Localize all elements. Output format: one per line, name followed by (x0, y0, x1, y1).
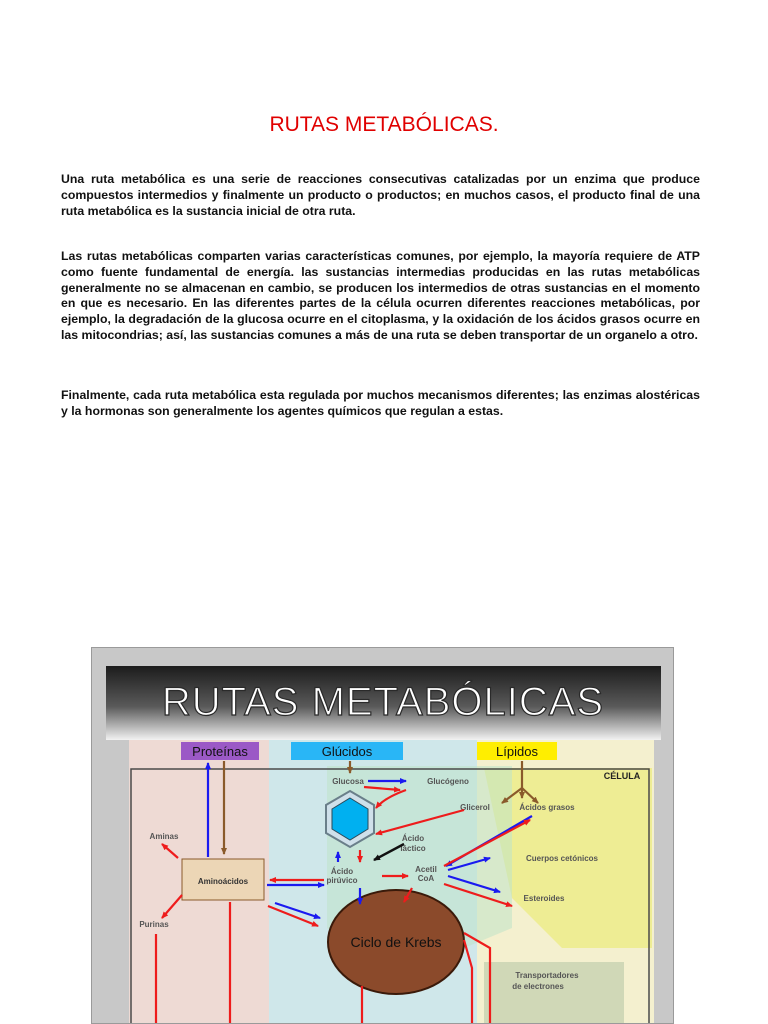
cell-label: CÉLULA (603, 771, 641, 781)
glycogen-label: Glucógeno (427, 777, 469, 786)
document-title: RUTAS METABÓLICAS. (269, 113, 499, 136)
krebs-cycle-label: Ciclo de Krebs (350, 934, 442, 950)
lactic-acid-label-2: láctico (400, 844, 426, 853)
lactic-acid-label-1: Ácido (401, 834, 425, 843)
metabolic-diagram (92, 648, 674, 1024)
steroids-label: Esteroides (523, 894, 565, 903)
amines-label: Aminas (149, 832, 179, 841)
carbs-label: Glúcidos (321, 744, 373, 759)
fatty-acids-label: Ácidos grasos (519, 803, 575, 812)
acetyl-coa-label-1: Acetil (415, 865, 437, 874)
amino-acids-label: Aminoácidos (197, 877, 249, 886)
glycerol-label: Glicerol (460, 803, 490, 812)
paragraph-definition: Una ruta metabólica es una serie de reacciones consecutivas catalizadas por un enzima que produce compuestos intermedios y finalmente un producto o productos; en muchos casos, el producto final de una ruta metabólica es la sustancia inicial de otra ruta. (61, 172, 700, 218)
lipids-label: Lípidos (496, 744, 538, 759)
figure-banner-title: RUTAS METABÓLICAS (161, 680, 605, 724)
paragraph-regulation: Finalmente, cada ruta metabólica esta regulada por muchos mecanismos diferentes; las enzimas alostéricas y la hormonas son generalmente los agentes químicos que regulan a estas. (61, 388, 700, 418)
proteins-label: Proteínas (192, 744, 248, 759)
metabolic-pathways-figure (91, 647, 674, 1024)
paragraph-characteristics: Las rutas metabólicas comparten varias características comunes, por ejemplo, la mayoría requiere de ATP como fuente fundamental de energía. las sustancias intermedias producidas en las rutas metabólicas generalmente no se almacenan en cambio, se producen los intermedios de otras sustancias en el momento en que es necesario. En las diferentes partes de la célula ocurren diferentes reacciones metabólicas, por ejemplo, la degradación de la glucosa ocurre en el citoplasma, y la oxidación de los ácidos grasos ocurre en las mitocondrias; así, las sustancias comunes a más de una ruta se deben transportar de un organelo a otro. (61, 249, 700, 342)
acetyl-coa-label-2: CoA (417, 874, 435, 883)
ketone-bodies-label: Cuerpos cetónicos (525, 854, 599, 863)
glucose-label: Glucosa (332, 777, 364, 786)
pyruvic-acid-label-1: Ácido (330, 867, 354, 876)
electron-transport-label-1: Transportadores (515, 971, 579, 980)
pyruvic-acid-label-2: pirúvico (326, 876, 358, 885)
electron-transport-label-2: de electrones (512, 982, 564, 991)
purines-label: Purinas (139, 920, 169, 929)
